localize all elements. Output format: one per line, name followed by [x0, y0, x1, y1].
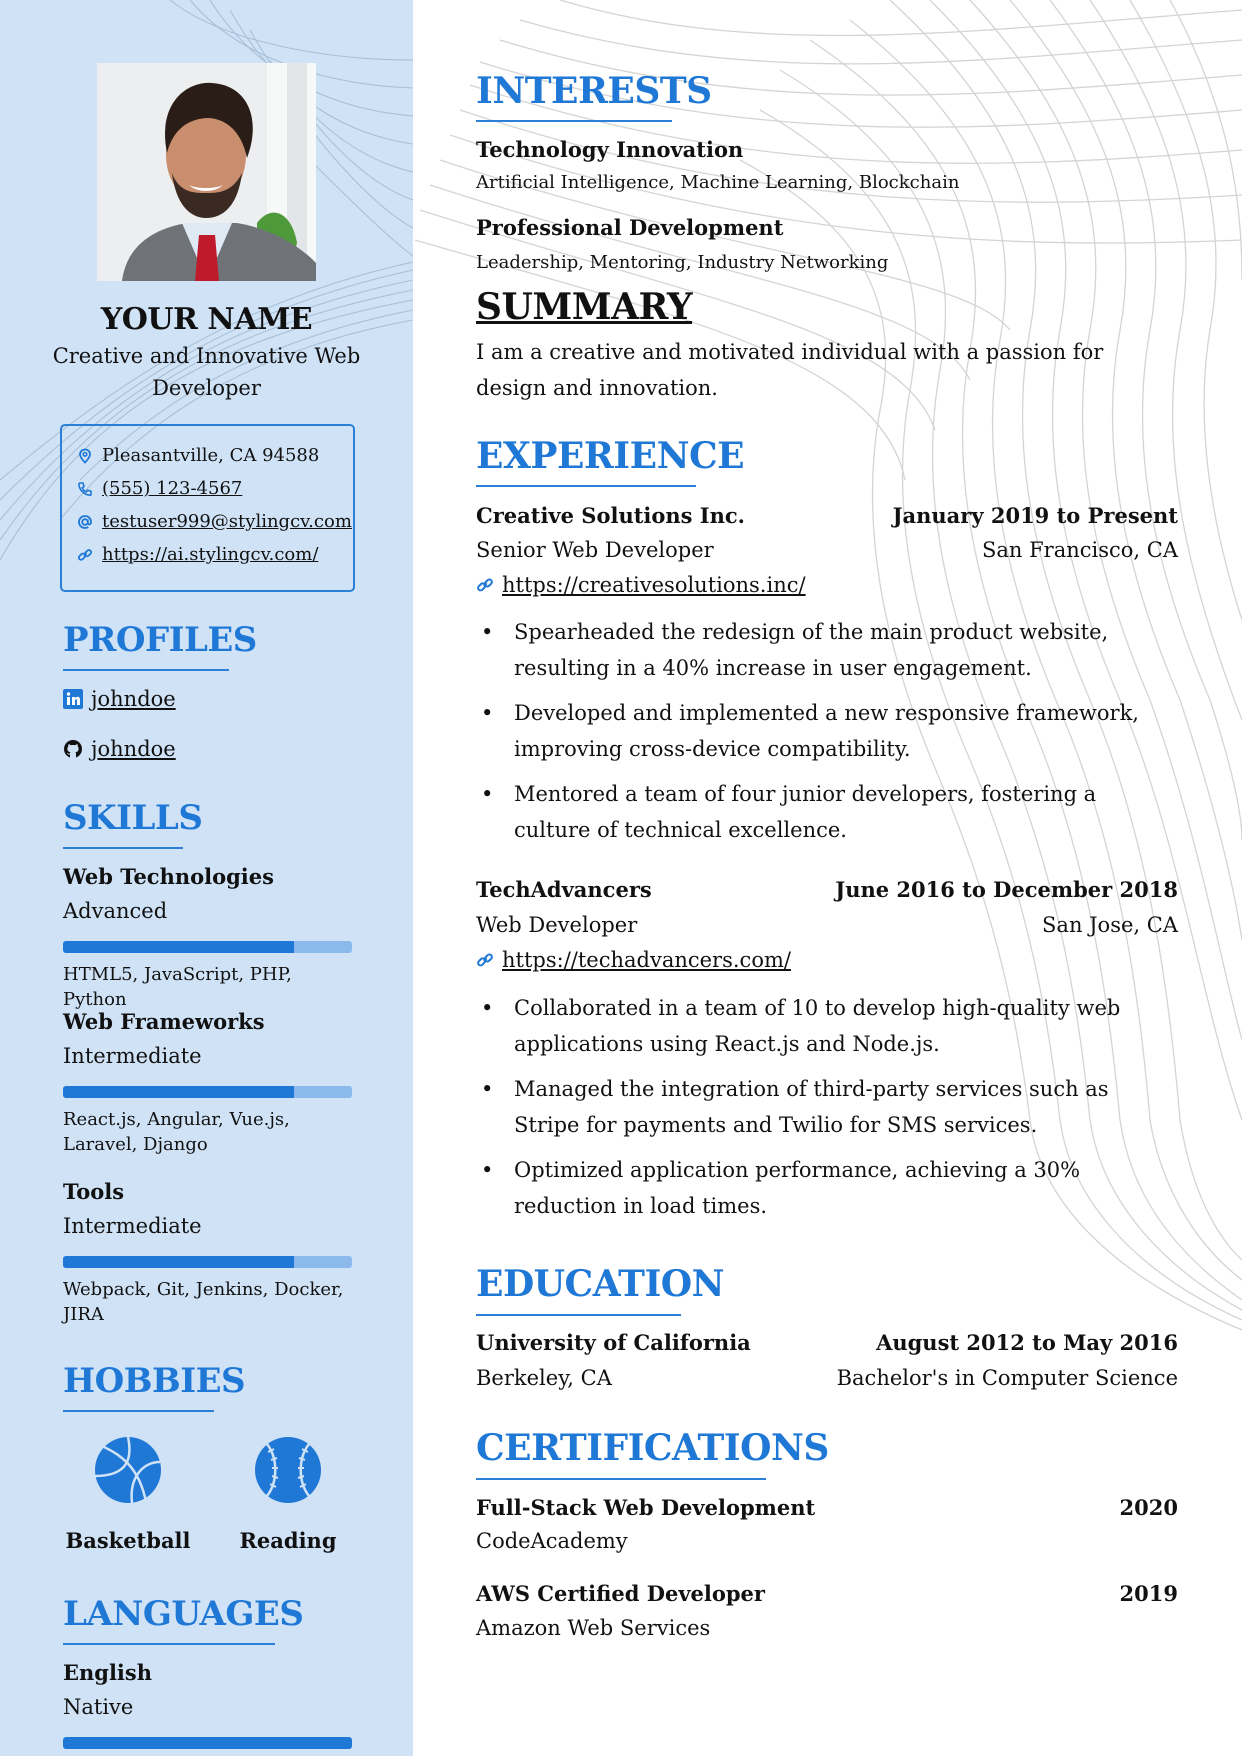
interest-name: Professional Development	[476, 215, 784, 240]
interest-keywords: Leadership, Mentoring, Industry Networking	[476, 252, 889, 273]
skill-level-bar	[63, 1086, 352, 1098]
skills-heading: SKILLS	[63, 798, 203, 838]
profiles-heading: PROFILES	[63, 620, 257, 660]
skill-name: Web Frameworks	[63, 1009, 265, 1034]
certification-name: Full-Stack Web Development	[476, 1495, 816, 1520]
skill-keywords: Webpack, Git, Jenkins, Docker, JIRA	[63, 1279, 344, 1325]
languages-section	[63, 1594, 303, 1645]
profile-github[interactable]	[63, 737, 176, 761]
company-name: Creative Solutions Inc.	[476, 503, 745, 528]
contact-location	[77, 445, 319, 466]
github-username[interactable]: johndoe	[91, 737, 176, 761]
skill-keywords: HTML5, JavaScript, PHP, Python	[63, 964, 292, 1010]
certification-issuer: Amazon Web Services	[476, 1616, 711, 1640]
certification-name: AWS Certified Developer	[476, 1581, 765, 1606]
certification-header-row	[476, 1581, 1178, 1606]
certification-header-row	[476, 1495, 1178, 1520]
link-icon	[77, 547, 93, 563]
linkedin-icon	[63, 689, 83, 709]
link-icon	[476, 951, 494, 969]
job-date: January 2019 to Present	[892, 503, 1178, 528]
experience-section	[476, 435, 744, 487]
company-name: TechAdvancers	[476, 877, 652, 902]
experience-header-row	[476, 503, 1178, 528]
skill-item	[63, 1179, 358, 1327]
hobby-item	[63, 1436, 193, 1553]
education-header-row	[476, 1330, 1178, 1355]
language-name: English	[63, 1660, 153, 1685]
linkedin-username[interactable]: johndoe	[91, 687, 176, 711]
experience-header-row	[476, 877, 1178, 902]
hobby-item	[223, 1436, 353, 1553]
profiles-section	[63, 620, 257, 671]
interest-keywords: Artificial Intelligence, Machine Learning, Blockchain	[476, 172, 960, 193]
profile-linkedin[interactable]	[63, 687, 176, 711]
summary-text: I am a creative and motivated individual with a passion for design and innovation.	[476, 340, 1104, 400]
skill-item	[63, 1009, 358, 1157]
at-icon	[77, 514, 93, 530]
interests-heading: INTERESTS	[476, 70, 712, 112]
hobbies-section	[63, 1361, 245, 1412]
skill-level: Intermediate	[63, 1214, 202, 1238]
highlight-item: • Collaborated in a team of 10 to develop high-quality web applications using React.js and Node.js.	[476, 990, 1178, 1062]
job-location: San Jose, CA	[1042, 913, 1178, 937]
job-position: Senior Web Developer	[476, 538, 714, 562]
experience-heading: EXPERIENCE	[476, 435, 745, 477]
hobby-label: Basketball	[65, 1528, 191, 1553]
skills-heading-underline	[63, 847, 183, 849]
experience-heading-underline	[476, 485, 696, 487]
company-url[interactable]: https://creativesolutions.inc/	[502, 573, 806, 597]
link-icon	[476, 576, 494, 594]
person-name: YOUR NAME	[100, 302, 313, 337]
hobbies-heading: HOBBIES	[63, 1361, 246, 1401]
contact-email[interactable]	[77, 511, 352, 532]
skill-name: Web Technologies	[63, 864, 274, 889]
job-position: Web Developer	[476, 913, 638, 937]
summary-heading: SUMMARY	[476, 286, 693, 328]
certifications-heading-underline	[476, 1478, 766, 1480]
skill-level-bar-fill	[63, 1086, 294, 1098]
skill-level-bar	[63, 941, 352, 953]
education-degree: Bachelor's in Computer Science	[836, 1366, 1178, 1390]
profile-photo	[97, 63, 316, 281]
language-item	[63, 1660, 352, 1749]
contact-website[interactable]	[77, 544, 318, 565]
basketball-icon	[94, 1436, 162, 1504]
skill-level-bar-fill	[63, 1256, 294, 1268]
hobby-label: Reading	[239, 1528, 337, 1553]
company-link[interactable]	[476, 573, 806, 597]
skills-section	[63, 798, 202, 849]
language-level-bar-fill	[63, 1737, 352, 1749]
skill-level-bar-fill	[63, 941, 294, 953]
interests-section	[476, 70, 712, 122]
contact-box	[60, 424, 355, 592]
location-text: Pleasantville, CA 94588	[102, 445, 320, 466]
skill-name: Tools	[63, 1179, 125, 1204]
highlight-item: • Optimized application performance, achieving a 30% reduction in load times.	[476, 1152, 1178, 1224]
language-level-bar	[63, 1737, 352, 1749]
baseball-icon	[254, 1436, 322, 1504]
education-section	[476, 1263, 724, 1316]
interests-heading-underline	[476, 120, 672, 122]
email-link[interactable]: testuser999@stylingcv.com	[102, 511, 352, 532]
education-heading: EDUCATION	[476, 1263, 725, 1305]
institution-name: University of California	[476, 1330, 751, 1355]
certifications-section	[476, 1427, 829, 1480]
experience-subheader-row	[476, 913, 1178, 937]
contact-phone[interactable]	[77, 478, 242, 499]
certification-year: 2019	[1119, 1581, 1178, 1606]
languages-heading-underline	[63, 1643, 275, 1645]
highlight-item: • Managed the integration of third-party services such as Stripe for payments and Twilio for SMS services.	[476, 1071, 1178, 1143]
job-highlights	[476, 990, 1178, 1224]
education-date: August 2012 to May 2016	[876, 1330, 1178, 1355]
sidebar	[0, 0, 413, 1756]
education-heading-underline	[476, 1314, 681, 1316]
website-link[interactable]: https://ai.stylingcv.com/	[102, 544, 319, 565]
company-url[interactable]: https://techadvancers.com/	[502, 948, 791, 972]
skill-keywords: React.js, Angular, Vue.js, Laravel, Django	[63, 1109, 290, 1155]
experience-subheader-row	[476, 538, 1178, 562]
skill-level: Intermediate	[63, 1044, 202, 1068]
languages-heading: LANGUAGES	[63, 1594, 304, 1634]
github-icon	[63, 739, 83, 759]
company-link[interactable]	[476, 948, 791, 972]
profiles-heading-underline	[63, 669, 229, 671]
certification-year: 2020	[1119, 1495, 1178, 1520]
phone-icon	[77, 481, 93, 497]
skill-level: Advanced	[63, 899, 168, 923]
education-subheader-row	[476, 1366, 1178, 1390]
map-pin-icon	[77, 448, 93, 464]
person-title: Creative and Innovative Web Developer	[52, 344, 361, 400]
hobbies-heading-underline	[63, 1410, 214, 1412]
certification-issuer: CodeAcademy	[476, 1529, 628, 1553]
job-date: June 2016 to December 2018	[835, 877, 1178, 902]
language-level: Native	[63, 1695, 134, 1719]
job-highlights	[476, 614, 1178, 848]
highlight-item: • Developed and implemented a new responsive framework, improving cross-device compatibility.	[476, 695, 1178, 767]
phone-link[interactable]: (555) 123-4567	[102, 478, 243, 499]
highlight-item: • Mentored a team of four junior developers, fostering a culture of technical excellence.	[476, 776, 1178, 848]
skill-item	[63, 864, 358, 1012]
certifications-heading: CERTIFICATIONS	[476, 1427, 829, 1469]
interest-name: Technology Innovation	[476, 137, 744, 162]
skill-level-bar	[63, 1256, 352, 1268]
job-location: San Francisco, CA	[981, 538, 1178, 562]
highlight-item: • Spearheaded the redesign of the main product website, resulting in a 40% increase in user engagement.	[476, 614, 1178, 686]
education-location: Berkeley, CA	[476, 1366, 612, 1390]
